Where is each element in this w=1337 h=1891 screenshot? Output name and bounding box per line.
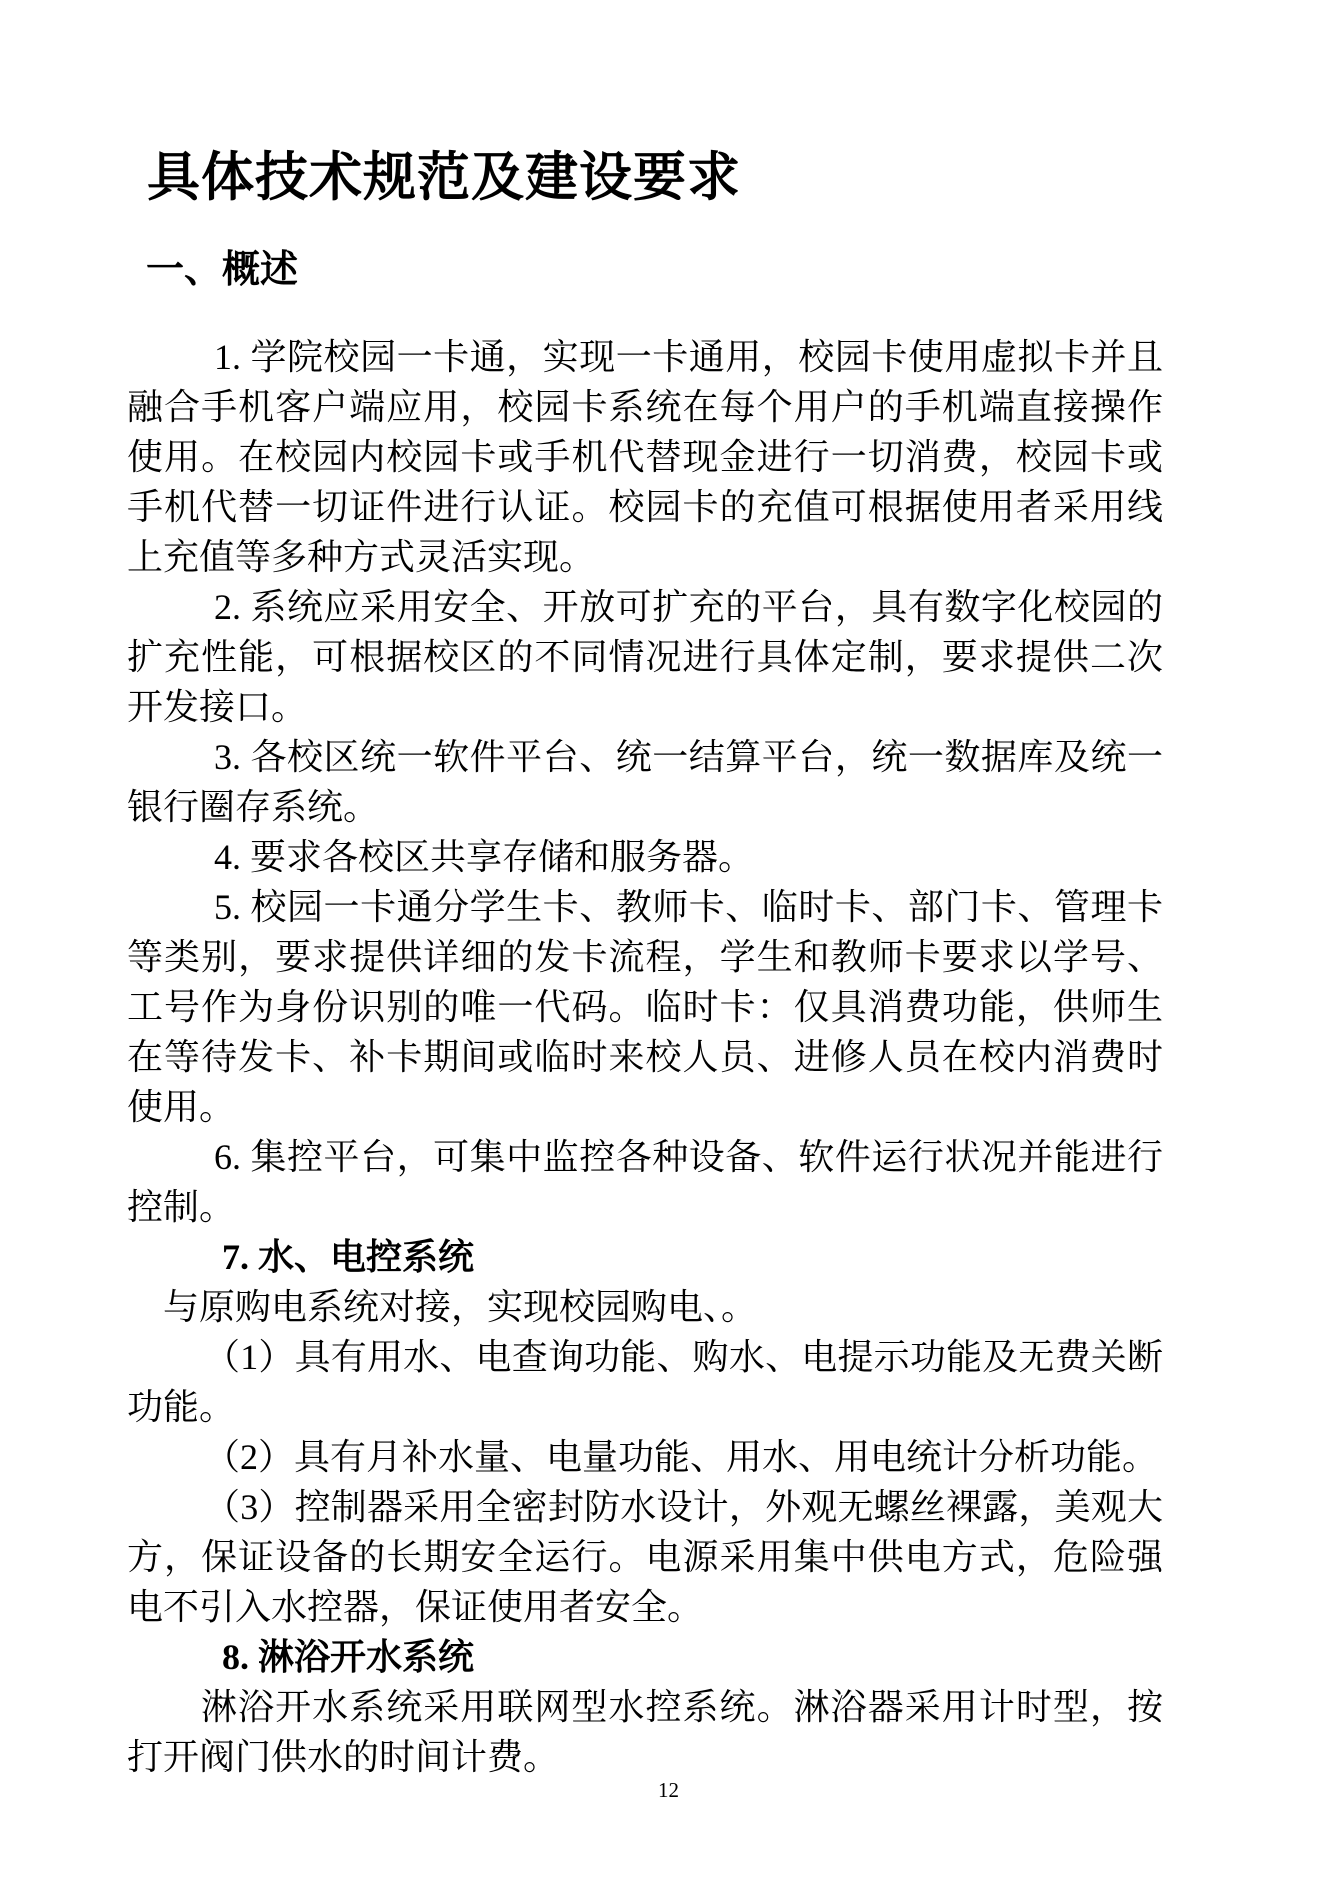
text-line: 工号作为身份识别的唯一代码。临时卡：仅具消费功能，供师生 <box>127 987 1163 1027</box>
text-line: 与原购电系统对接，实现校园购电、。 <box>163 1287 758 1327</box>
text-line: 扩充性能，可根据校区的不同情况进行具体定制，要求提供二次 <box>127 637 1163 677</box>
text-line: 6. 集控平台，可集中监控各种设备、软件运行状况并能进行 <box>214 1137 1163 1177</box>
text-line: 等类别，要求提供详细的发卡流程，学生和教师卡要求以学号、 <box>127 937 1163 977</box>
document-body <box>127 332 1163 1782</box>
text-line: 银行圈存系统。 <box>127 787 380 827</box>
text-line: 8. 淋浴开水系统 <box>222 1637 475 1677</box>
page-number: 12 <box>658 1778 679 1802</box>
text-line: 打开阀门供水的时间计费。 <box>127 1737 560 1777</box>
section-heading-overview: 一、概述 <box>146 249 299 291</box>
text-line: （3）控制器采用全密封防水设计，外观无螺丝裸露，美观大 <box>204 1487 1163 1527</box>
text-line: 开发接口。 <box>127 687 308 727</box>
text-line: 7. 水、电控系统 <box>222 1237 475 1277</box>
text-line: 使用。在校园内校园卡或手机代替现金进行一切消费，校园卡或 <box>127 437 1163 477</box>
text-line: 1. 学院校园一卡通，实现一卡通用，校园卡使用虚拟卡并且 <box>214 337 1163 377</box>
text-line: 上充值等多种方式灵活实现。 <box>127 537 596 577</box>
text-line: （1）具有用水、电查询功能、购水、电提示功能及无费关断 <box>204 1337 1163 1377</box>
text-line: 在等待发卡、补卡期间或临时来校人员、进修人员在校内消费时 <box>127 1037 1163 1077</box>
text-line: 电不引入水控器，保证使用者安全。 <box>127 1587 704 1627</box>
page-title: 具体技术规范及建设要求 <box>147 149 741 207</box>
text-line: 融合手机客户端应用，校园卡系统在每个用户的手机端直接操作 <box>127 387 1163 427</box>
text-line: 4. 要求各校区共享存储和服务器。 <box>214 837 755 877</box>
text-line: 手机代替一切证件进行认证。校园卡的充值可根据使用者采用线 <box>127 487 1163 527</box>
text-line: 方，保证设备的长期安全运行。电源采用集中供电方式，危险强 <box>127 1537 1163 1577</box>
text-line: 5. 校园一卡通分学生卡、教师卡、临时卡、部门卡、管理卡 <box>214 887 1163 927</box>
text-line: 3. 各校区统一软件平台、统一结算平台，统一数据库及统一 <box>214 737 1163 777</box>
text-line: （2）具有月补水量、电量功能、用水、用电统计分析功能。 <box>204 1437 1159 1477</box>
text-line: 功能。 <box>127 1387 236 1427</box>
text-line: 控制。 <box>127 1187 236 1227</box>
text-line: 使用。 <box>127 1087 236 1127</box>
text-line: 淋浴开水系统采用联网型水控系统。淋浴器采用计时型，按 <box>201 1687 1163 1727</box>
text-line: 2. 系统应采用安全、开放可扩充的平台，具有数字化校园的 <box>214 587 1163 627</box>
